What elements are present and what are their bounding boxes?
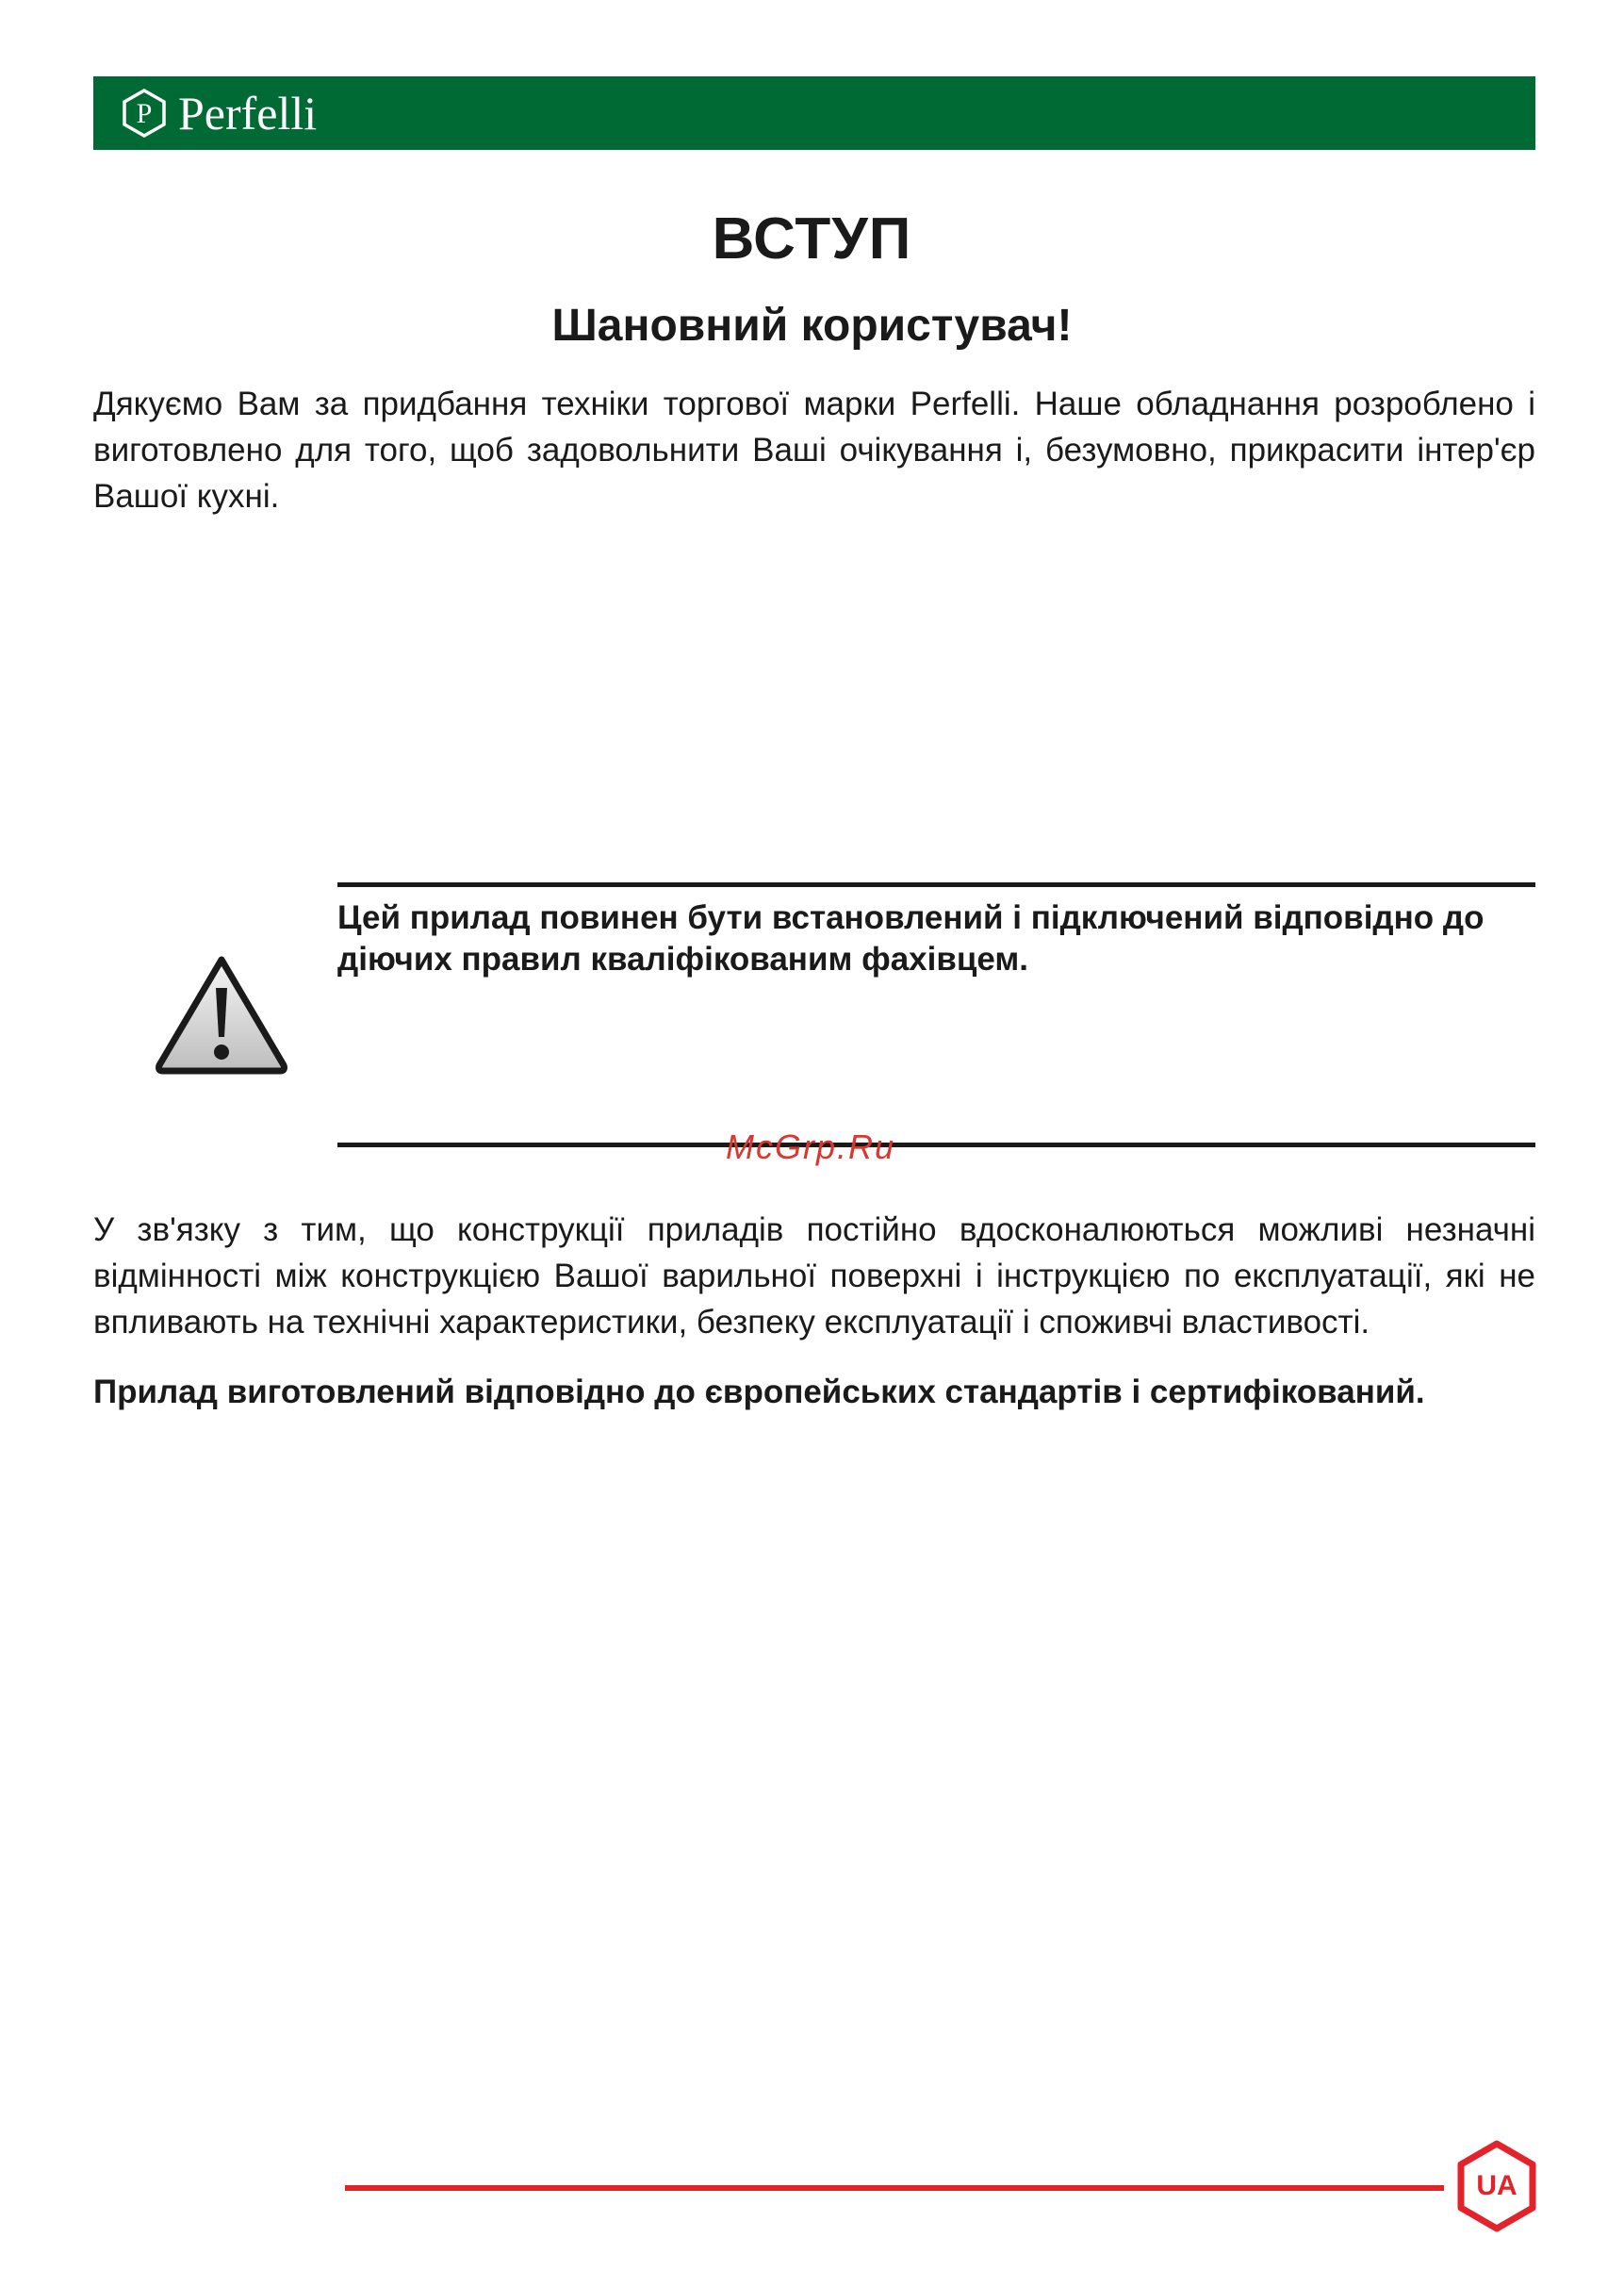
- warning-triangle-icon: [154, 954, 289, 1077]
- brand-name: Perfelli: [178, 87, 318, 140]
- language-code: UA: [1476, 2170, 1517, 2201]
- perfelli-logo-icon: [120, 89, 169, 138]
- svg-text:P: P: [136, 98, 153, 129]
- intro-paragraph: Дякуємо Вам за придбання техніки торгової марки Perfelli. Наше обладнання розроблено і виготовлено для того, щоб задовольнити Ваші очікування і, безумовно, прикрасити інтер'єр Вашої кухні.: [93, 386, 1535, 515]
- warning-top-rule: [337, 882, 1535, 887]
- warning-text: Цей прилад повинен бути встановлений і підключений відповідно до діючих правил кваліфікованим фахівцем.: [337, 899, 1485, 978]
- certification-note: Прилад виготовлений відповідно до європейських стандартів і сертифікований.: [93, 1374, 1425, 1410]
- page-title: ВСТУП: [712, 206, 912, 271]
- footer-rule: [345, 2185, 1444, 2191]
- body-paragraph: У зв'язку з тим, що конструкції приладів постійно вдосконалюються можливі незначні відмінності між конструкцією Вашої варильної поверхні і інструкцією по експлуатації, які не впливають на технічні характеристики, безпеку експлуатації і споживчі властивості.: [93, 1211, 1535, 1341]
- watermark: McGrp.Ru: [726, 1127, 896, 1166]
- greeting-heading: Шановний користувач!: [551, 301, 1073, 351]
- language-badge: [1456, 2140, 1537, 2232]
- warning-bottom-rule: [337, 1143, 1535, 1147]
- brand-header: [93, 76, 1535, 150]
